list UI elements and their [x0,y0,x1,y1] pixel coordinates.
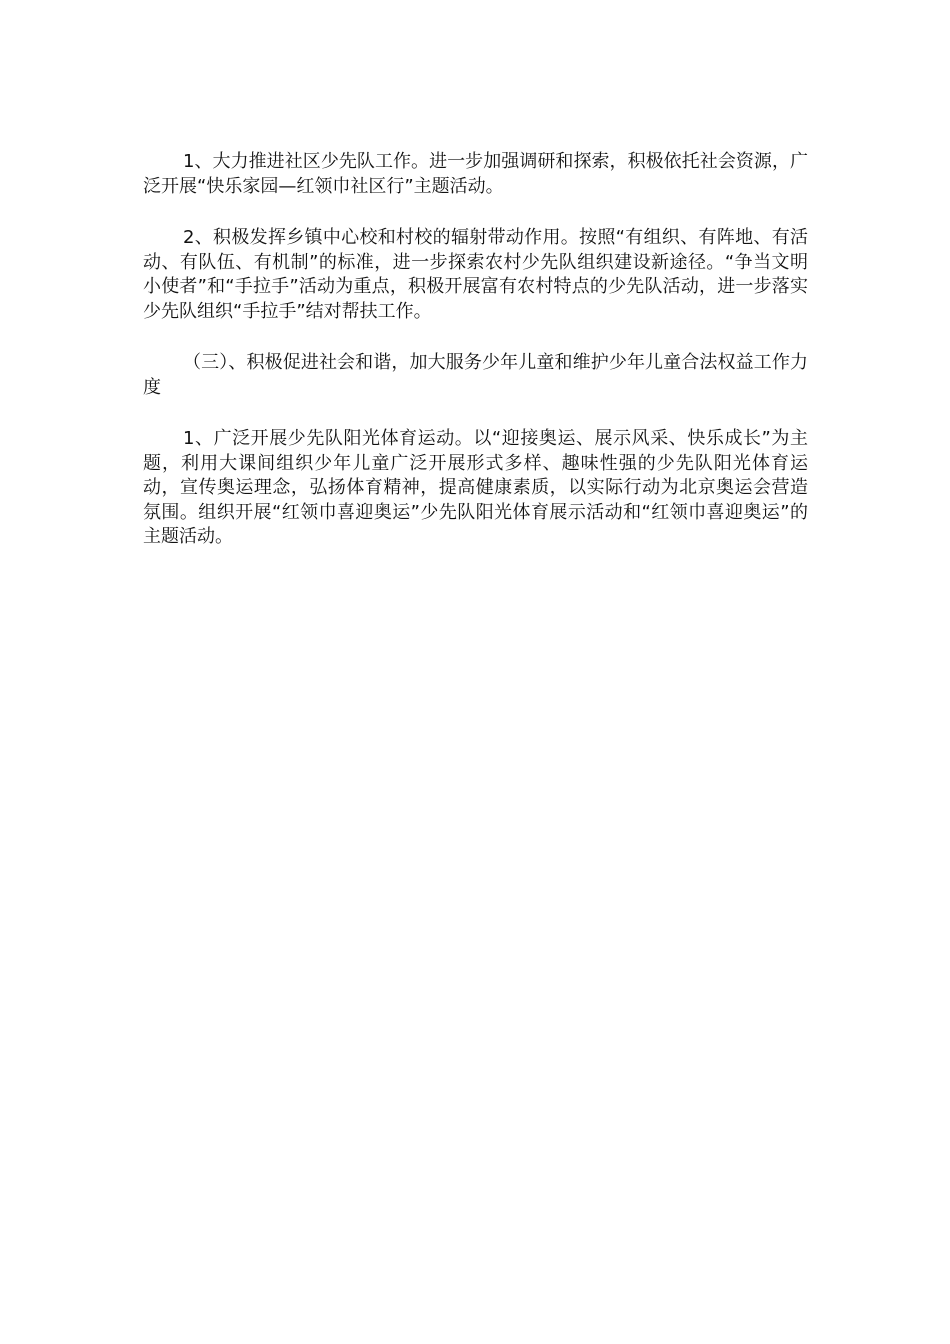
document-body [143,150,808,577]
paragraph-rural-schools: 2、积极发挥乡镇中心校和村校的辐射带动作用。按照“有组织、有阵地、有活动、有队伍、有机制”的标准，进一步探索农村少先队组织建设新途径。“争当文明小使者”和“手拉手”活动为重点，积极开展富有农村特点的少先队活动，进一步落实少先队组织“手拉手”结对帮扶工作。 [143,227,808,322]
paragraph-sports-activities: 1、广泛开展少先队阳光体育运动。以“迎接奥运、展示风采、快乐成长”为主题，利用大课间组织少年儿童广泛开展形式多样、趣味性强的少先队阳光体育运动，宣传奥运理念，弘扬体育精神，提高健康素质，以实际行动为北京奥运会营造氛围。组织开展“红领巾喜迎奥运”少先队阳光体育展示活动和“红领巾喜迎奥运”的主题活动。 [143,428,808,547]
paragraph-community-work: 1、大力推进社区少先队工作。进一步加强调研和探索，积极依托社会资源，广泛开展“快乐家园—红领巾社区行”主题活动。 [143,151,808,197]
section-heading-three: （三）、积极促进社会和谐，加大服务少年儿童和维护少年儿童合法权益工作力度 [143,352,808,398]
